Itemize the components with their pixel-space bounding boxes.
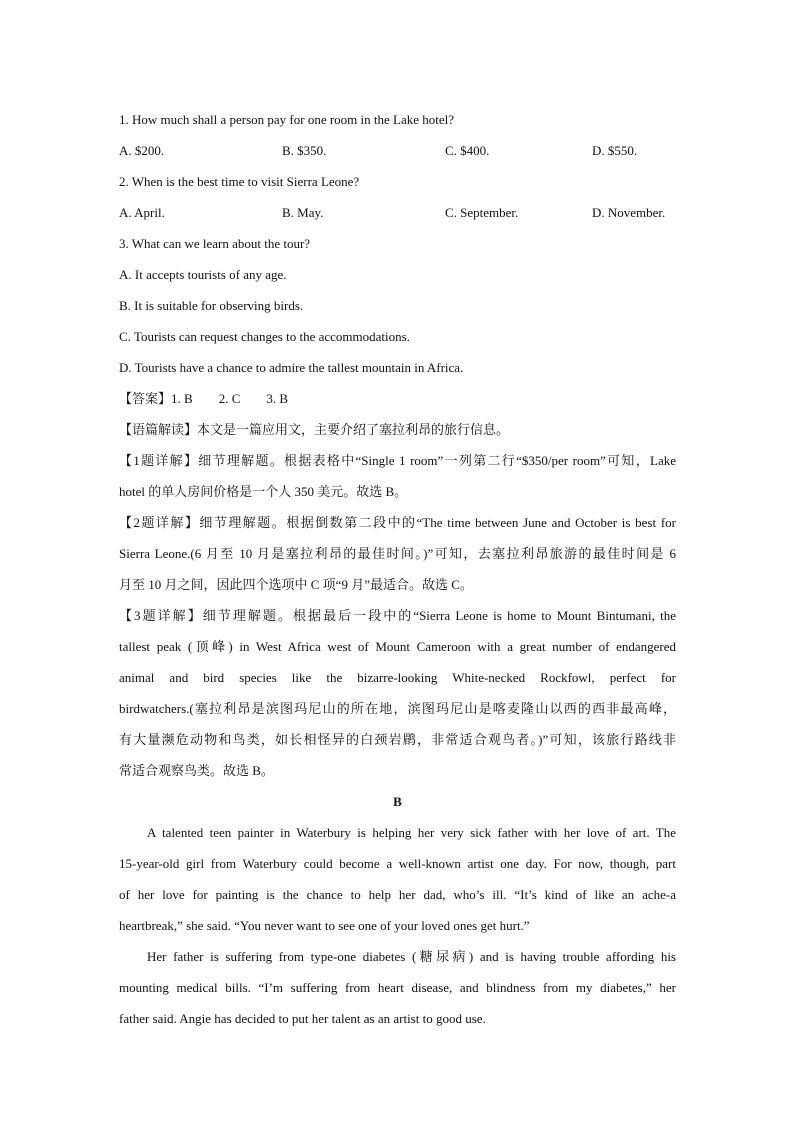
question-3-option-a: A. It accepts tourists of any age. [119, 267, 287, 282]
passage-line: father said. Angie has decided to put her talent as an artist to good use. [119, 1011, 486, 1026]
question-3-stem: 3. What can we learn about the tour? [119, 236, 311, 251]
answer-line [119, 383, 676, 414]
q3-analysis-line: tallest peak (顶峰) in West Africa west of Mount Cameroon with a great number of endangered [119, 639, 676, 654]
option-b: B. $350. [282, 143, 327, 158]
question-3-option-d: D. Tourists have a chance to admire the tallest mountain in Africa. [119, 360, 464, 375]
passage-line: 15-year-old girl from Waterbury could become a well-known artist one day. For now, though, part [119, 856, 676, 871]
option-d: D. November. [592, 205, 666, 220]
option-a: A. April. [119, 205, 165, 220]
q2-analysis-line: Sierra Leone.(6 月至 10 月是塞拉利昂的最佳时间。)”可知，去塞拉利昂旅游的最佳时间是 6 [119, 546, 676, 561]
answer-1: 1. B [171, 391, 193, 406]
q3-analysis-line: birdwatchers.(塞拉利昂是滨图玛尼山的所在地，滨图玛尼山是喀麦隆山以西的西非最高峰， [119, 701, 676, 716]
question-1-options [119, 135, 676, 166]
passage-line: A talented teen painter in Waterbury is helping her very sick father with her love of art. The [147, 825, 676, 840]
section-heading: B [393, 794, 402, 809]
q3-analysis-line: 有大量濒危动物和鸟类，如长相怪异的白颈岩鹛，非常适合观鸟者。)”可知，该旅行路线非 [119, 732, 676, 747]
option-a: A. $200. [119, 143, 165, 158]
passage-line: heartbreak,” she said. “You never want to see one of your loved ones get hurt.” [119, 918, 530, 933]
question-2-options [119, 197, 676, 228]
q1-analysis-line: hotel 的单人房间价格是一个人 350 美元。故选 B。 [119, 484, 408, 499]
q2-analysis-line: 【2题详解】细节理解题。根据倒数第二段中的“The time between June and October is best for [119, 515, 676, 530]
option-c: C. $400. [445, 143, 490, 158]
q2-analysis-line: 月至 10 月之间，因此四个选项中 C 项“9 月”最适合。故选 C。 [119, 577, 473, 592]
question-3-option-c: C. Tourists can request changes to the accommodations. [119, 329, 410, 344]
passage-line: Her father is suffering from type-one diabetes (糖尿病) and is having trouble affording his [147, 949, 676, 964]
q3-analysis-line: 【3题详解】细节理解题。根据最后一段中的“Sierra Leone is home to Mount Bintumani, the [119, 608, 676, 623]
option-c: C. September. [445, 205, 519, 220]
question-2-stem: 2. When is the best time to visit Sierra Leone? [119, 174, 360, 189]
passage-line: mounting medical bills. “I’m suffering from heart disease, and blindness from my diabetes,” her [119, 980, 676, 995]
question-1-stem: 1. How much shall a person pay for one room in the Lake hotel? [119, 112, 455, 127]
passage-summary: 【语篇解读】本文是一篇应用文，主要介绍了塞拉利昂的旅行信息。 [119, 422, 510, 437]
answer-2: 2. C [218, 391, 241, 406]
answer-3: 3. B [266, 391, 289, 406]
q3-analysis-line: 常适合观察鸟类。故选 B。 [119, 763, 274, 778]
option-d: D. $550. [592, 143, 638, 158]
answer-label: 【答案】 [119, 391, 172, 406]
q3-analysis-line: animal and bird species like the bizarre-looking White-necked Rockfowl, perfect for [119, 670, 676, 685]
question-3-option-b: B. It is suitable for observing birds. [119, 298, 304, 313]
option-b: B. May. [282, 205, 324, 220]
passage-line: of her love for painting is the chance to help her dad, who’s ill. “It’s kind of like an ache-a [119, 887, 676, 902]
q1-analysis-line: 【1题详解】细节理解题。根据表格中“Single 1 room”一列第二行“$350/per room”可知，Lake [119, 453, 676, 468]
